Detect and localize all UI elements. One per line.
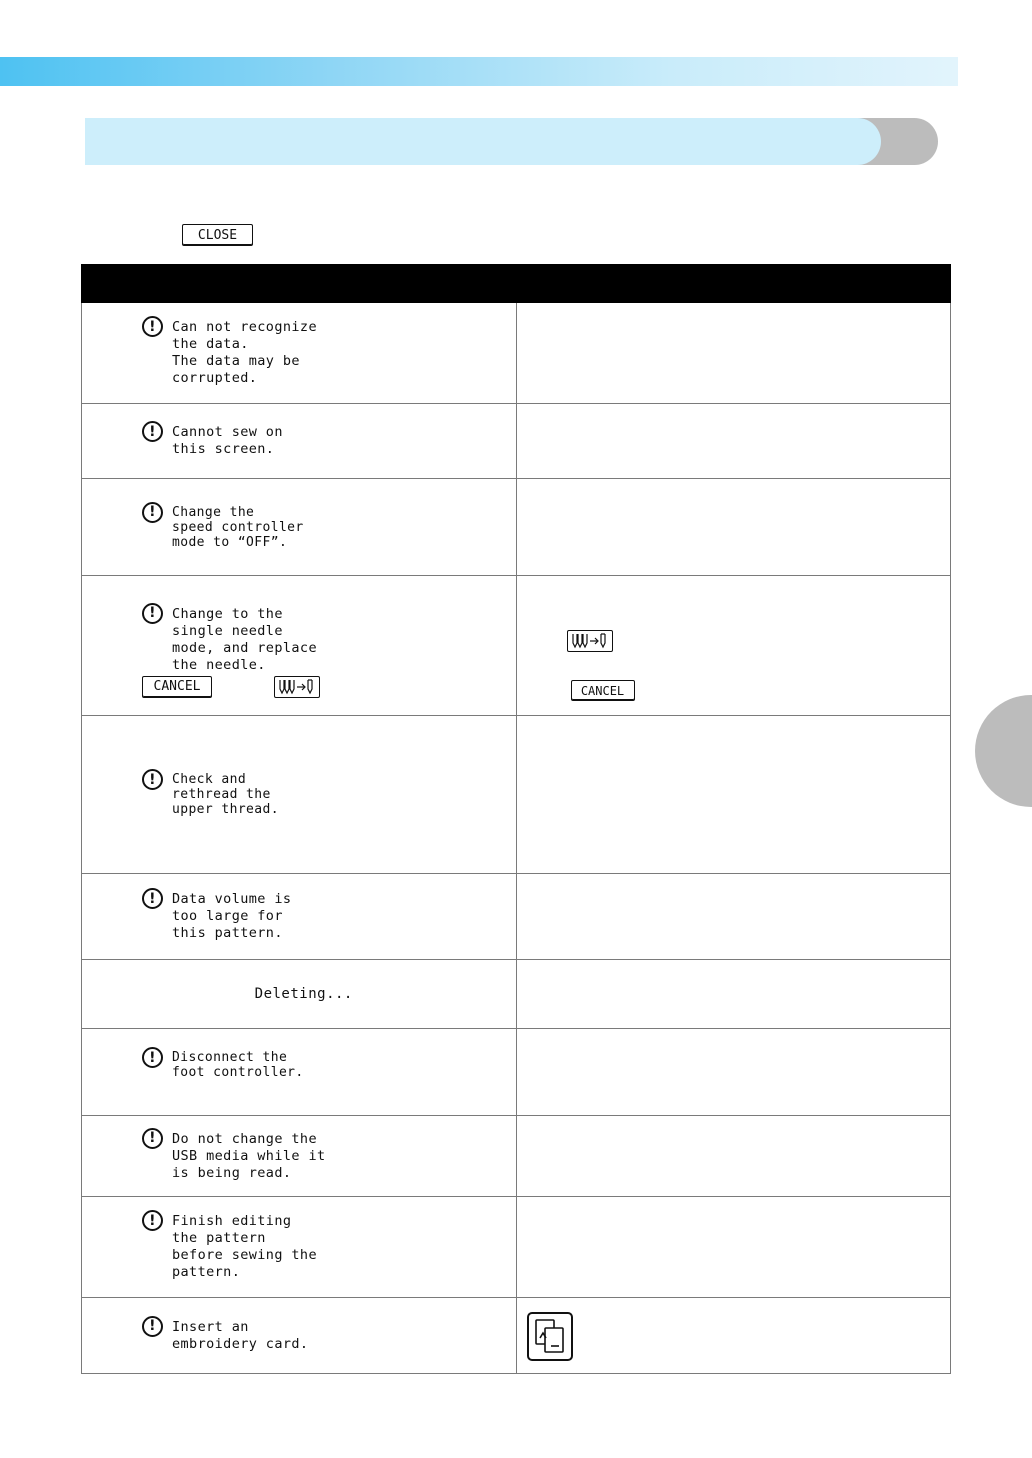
message-cell: [82, 716, 517, 874]
warning-icon: !: [142, 888, 163, 909]
message-line: Change to the: [172, 605, 283, 622]
table-row: [82, 479, 951, 576]
message-cell: [82, 960, 517, 1029]
table-row: [82, 1197, 951, 1298]
section-bar-body: [85, 118, 881, 165]
message-line: Can not recognize: [172, 319, 317, 335]
description-cell: [516, 874, 951, 960]
cancel-button[interactable]: CANCEL: [571, 680, 635, 701]
message-line: the needle.: [172, 656, 266, 673]
table-row: [82, 1029, 951, 1116]
section-title-bar: [85, 118, 938, 165]
header-cell-message: [82, 265, 517, 303]
table-row: [82, 960, 951, 1029]
description-cell: [516, 576, 951, 716]
table-header-row: [82, 265, 951, 303]
warning-icon: !: [142, 421, 163, 442]
message-line: rethread the: [172, 787, 271, 802]
close-button[interactable]: CLOSE: [182, 224, 253, 246]
description-cell: [516, 1029, 951, 1116]
warning-icon: !: [142, 316, 163, 337]
lcd-message: [82, 1319, 516, 1353]
table-row: [82, 1116, 951, 1197]
table-row: [82, 874, 951, 960]
message-line: foot controller.: [172, 1065, 304, 1080]
message-cell: [82, 303, 517, 404]
description-cell: [516, 1298, 951, 1374]
message-line: Finish editing: [172, 1213, 292, 1229]
lcd-message: [82, 424, 516, 458]
message-line: upper thread.: [172, 802, 279, 817]
description-cell: [516, 404, 951, 479]
message-line: Cannot sew on: [172, 424, 283, 440]
message-line: Disconnect the: [172, 1050, 288, 1065]
lcd-message: [82, 891, 516, 942]
description-cell: [516, 303, 951, 404]
message-line: Data volume is: [172, 891, 292, 907]
table-row: [82, 576, 951, 716]
message-line: is being read.: [172, 1164, 292, 1181]
header-cell-description: [516, 265, 951, 303]
message-line: the pattern: [172, 1230, 266, 1246]
message-cell: [82, 404, 517, 479]
deleting-status: Deleting...: [254, 986, 353, 1002]
message-line: the data.: [172, 336, 249, 352]
warning-icon: !: [142, 1128, 163, 1149]
lcd-message: [82, 1050, 516, 1080]
message-cell: [82, 479, 517, 576]
description-cell: [516, 716, 951, 874]
lcd-message: [82, 606, 516, 674]
message-cell: [82, 1029, 517, 1116]
message-line: single needle: [172, 622, 283, 639]
message-line: USB media while it: [172, 1147, 326, 1164]
message-line: Do not change the: [172, 1130, 317, 1147]
message-line: corrupted.: [172, 370, 258, 386]
top-color-band: [0, 57, 958, 86]
error-message-table: [81, 264, 951, 1374]
lcd-message: [82, 319, 516, 387]
warning-icon: !: [142, 1210, 163, 1231]
warning-icon: !: [142, 502, 163, 523]
message-line: mode to “OFF”.: [172, 534, 288, 550]
table-row: [82, 716, 951, 874]
message-line: too large for: [172, 908, 283, 924]
message-cell: [82, 576, 517, 716]
message-line: mode, and replace: [172, 639, 317, 656]
warning-icon: !: [142, 1047, 163, 1068]
needle-mode-switch-icon[interactable]: [274, 676, 320, 698]
chapter-side-tab: [975, 695, 1032, 807]
needle-mode-switch-icon[interactable]: [567, 630, 613, 652]
table-row: [82, 303, 951, 404]
table-row: [82, 1298, 951, 1374]
description-cell: [516, 1197, 951, 1298]
message-line: Change the: [172, 504, 255, 520]
message-line: this screen.: [172, 441, 275, 457]
message-cell: [82, 1197, 517, 1298]
message-line: Check and: [172, 772, 247, 787]
message-line: The data may be: [172, 353, 300, 369]
description-cell: [516, 1116, 951, 1197]
embroidery-card-icon: [527, 1312, 573, 1361]
lcd-button-row: [82, 676, 516, 700]
table-row: [82, 404, 951, 479]
message-line: speed controller: [172, 519, 304, 535]
warning-icon: !: [142, 1316, 163, 1337]
lcd-message: [82, 1131, 516, 1182]
message-cell: [82, 874, 517, 960]
lcd-message: [82, 772, 516, 817]
message-cell: [82, 1116, 517, 1197]
message-cell: [82, 1298, 517, 1374]
message-line: pattern.: [172, 1264, 241, 1280]
message-line: embroidery card.: [172, 1335, 309, 1352]
lcd-message: [82, 1213, 516, 1281]
message-line: before sewing the: [172, 1247, 317, 1263]
message-line: Insert an: [172, 1318, 249, 1335]
cancel-button[interactable]: CANCEL: [142, 676, 212, 698]
warning-icon: !: [142, 603, 163, 624]
description-cell: [516, 479, 951, 576]
message-line: this pattern.: [172, 925, 283, 941]
description-cell: [516, 960, 951, 1029]
lcd-message: [82, 505, 516, 550]
warning-icon: !: [142, 769, 163, 790]
